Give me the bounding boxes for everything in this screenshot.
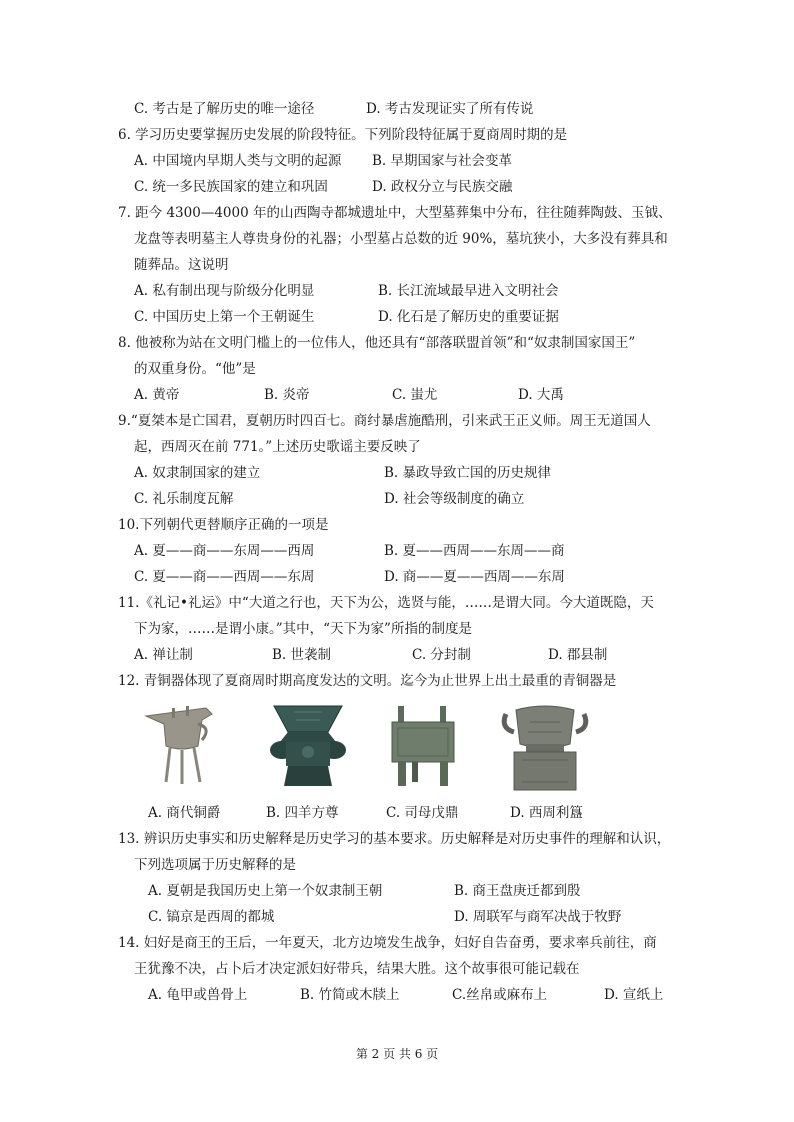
q11-stem-line1: 11.《礼记•礼运》中“大道之行也，天下为公，选贤与能，……是谓大同。今大道既隐，天: [118, 595, 654, 611]
q5-option-c: C. 考古是了解历史的唯一途径: [134, 101, 315, 117]
q6-option-c: C. 统一多民族国家的建立和巩固: [134, 179, 328, 195]
q14-option-d: D. 宣纸上: [604, 987, 664, 1003]
q14-stem-line2: 王犹豫不决，占卜后才决定派妇好带兵，结果大胜。这个故事很可能记载在: [134, 961, 580, 977]
q14-option-a: A. 龟甲或兽骨上: [148, 987, 248, 1003]
bronze-li-gui-image: [500, 700, 590, 792]
q11-option-a: A. 禅让制: [134, 647, 193, 663]
q13-stem-line1: 13. 辨识历史事实和历史解释是历史学习的基本要求。历史解释是对历史事件的理解和认识，: [118, 831, 671, 847]
bronze-simuwu-ding-image: [382, 702, 464, 788]
q10-stem: 10.下列朝代更替顺序正确的一项是: [118, 517, 329, 533]
q10-option-a: A. 夏——商——东周——西周: [134, 543, 315, 559]
q13-option-a: A. 夏朝是我国历史上第一个奴隶制王朝: [148, 883, 383, 899]
q14-option-c: C.丝帛或麻布上: [452, 987, 548, 1003]
q10-option-b: B. 夏——西周——东周——商: [384, 543, 565, 559]
q10-option-d: D. 商——夏——西周——东周: [384, 569, 565, 585]
q7-option-a: A. 私有制出现与阶级分化明显: [134, 283, 315, 299]
q12-option-d: D. 西周利簋: [510, 805, 583, 821]
q14-stem-line1: 14. 妇好是商王的王后，一年夏天，北方边境发生战争，妇好自告奋勇，要求率兵前往，商: [118, 935, 657, 951]
q13-option-c: C. 镐京是西周的都城: [148, 909, 275, 925]
q11-stem-line2: 下为家，……是谓小康。”其中，“天下为家”所指的制度是: [134, 621, 472, 637]
q11-option-c: C. 分封制: [412, 647, 471, 663]
q10-option-c: C. 夏——商——西周——东周: [134, 569, 315, 585]
q7-option-c: C. 中国历史上第一个王朝诞生: [134, 309, 315, 325]
q7-option-d: D. 化石是了解历史的重要证据: [378, 309, 559, 325]
q9-option-c: C. 礼乐制度瓦解: [134, 491, 234, 507]
q7-option-b: B. 长江流域最早进入文明社会: [378, 283, 559, 299]
q7-stem-line1: 7. 距今 4300—4000 年的山西陶寺都城遗址中，大型墓葬集中分布，往往随葬陶鼓、玉钺、: [118, 205, 672, 221]
q11-option-d: D. 郡县制: [548, 647, 608, 663]
q8-stem-line1: 8. 他被称为站在文明门槛上的一位伟人，他还具有“部落联盟首领”和“奴隶制国家国王”: [118, 335, 636, 351]
q8-option-c: C. 蚩尤: [392, 387, 438, 403]
q7-stem-line3: 随葬品。这说明: [134, 257, 229, 273]
q13-option-d: D. 周联军与商军决战于牧野: [454, 909, 622, 925]
q6-option-d: D. 政权分立与民族交融: [372, 179, 513, 195]
q6-option-a: A. 中国境内早期人类与文明的起源: [134, 153, 342, 169]
q14-option-b: B. 竹简或木牍上: [300, 987, 400, 1003]
q12-option-c: C. 司母戊鼎: [386, 805, 459, 821]
page-footer: 第 2 页 共 6 页: [355, 1047, 439, 1061]
bronze-jue-image: [142, 702, 222, 788]
q5-option-d: D. 考古发现证实了所有传说: [366, 101, 534, 117]
q9-stem-line1: 9.“夏桀本是亡国君，夏朝历时四百七。商纣暴虐施酷刑，引来武王正义师。周王无道国人: [118, 413, 651, 429]
q12-option-b: B. 四羊方尊: [266, 805, 339, 821]
q13-option-b: B. 商王盘庚迁都到殷: [454, 883, 581, 899]
bronze-four-ram-zun-image: [266, 702, 350, 788]
q11-option-b: B. 世袭制: [272, 647, 332, 663]
q9-option-d: D. 社会等级制度的确立: [384, 491, 525, 507]
q13-stem-line2: 下列选项属于历史解释的是: [134, 857, 296, 873]
q8-stem-line2: 的双重身份。“他”是: [134, 361, 256, 377]
q9-option-b: B. 暴政导致亡国的历史规律: [384, 465, 552, 481]
q8-option-a: A. 黄帝: [134, 387, 180, 403]
q9-stem-line2: 起，西周灭在前 771。”上述历史歌谣主要反映了: [134, 439, 421, 455]
q8-option-b: B. 炎帝: [264, 387, 310, 403]
q8-option-d: D. 大禹: [518, 387, 564, 403]
q12-option-a: A. 商代铜爵: [148, 805, 221, 821]
q12-stem: 12. 青铜器体现了夏商周时期高度发达的文明。迄今为止世界上出土最重的青铜器是: [118, 673, 617, 689]
q6-option-b: B. 早期国家与社会变革: [372, 153, 513, 169]
q7-stem-line2: 龙盘等表明墓主人尊贵身份的礼器；小型墓占总数的近 90%，墓坑狭小，大多没有葬具和: [134, 231, 668, 247]
q6-stem: 6. 学习历史要掌握历史发展的阶段特征。下列阶段特征属于夏商周时期的是: [118, 127, 568, 143]
q9-option-a: A. 奴隶制国家的建立: [134, 465, 261, 481]
